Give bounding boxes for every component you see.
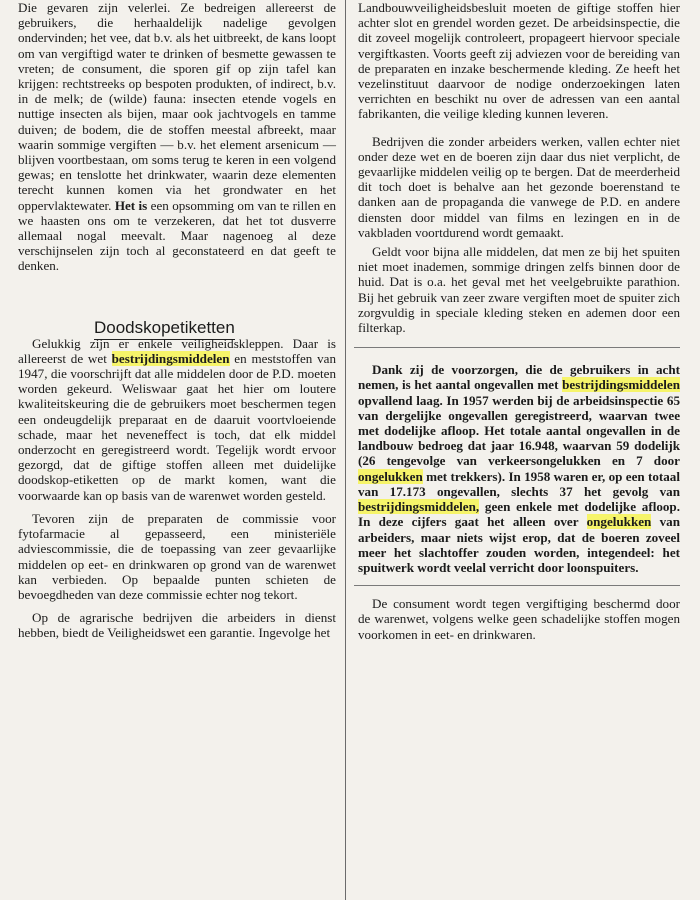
text-run: met trekkers). In 1958 waren er, op een totaal van 17.173 ongevallen, slechts 37 het gevolg van xyxy=(358,468,680,499)
text-run: een opsomming om van te rillen en we haasten ons om te verzekeren, dat het tot dusverre allemaal nogal meevalt. Maar nagenoeg al deze verschijnselen zijn toch al geconstateerd en dat geeft te denken. xyxy=(18,197,336,274)
column-divider xyxy=(345,0,346,900)
paragraph-accidents xyxy=(358,362,680,575)
heading-container xyxy=(18,274,336,337)
text-run: Gelukkig zijn er enkele veiligheidskleppen. Daar is allereerst de wet xyxy=(18,335,336,366)
highlighted-term: bestrijdingsmiddelen xyxy=(111,350,230,366)
left-column xyxy=(18,0,336,900)
paragraph-inspection xyxy=(358,0,680,122)
section-rule-bottom xyxy=(354,585,680,586)
paragraph-safety-law xyxy=(18,610,336,640)
highlighted-term: bestrijdingsmiddelen, xyxy=(358,499,480,515)
text-run: Landbouwveiligheidsbesluit moeten de giftige stoffen hier achter slot en grendel worden gezet. De arbeidsinspectie, die dit zoveel mogelijk controleert, propageert hiervoor speciale vergiftkasten. Voorts geeft zij adviezen voor de bereiding van de preparaten en inzake beschermende kleding. Ze heeft het vezelinstituut daarvoor de nodige onderzoekingen laten verrichten en beschikt nu over de adressen van een aantal fabrikanten, die veilige kleding kunnen leveren. xyxy=(358,0,680,122)
right-column xyxy=(358,0,680,900)
text-run: Die gevaren zijn velerlei. Ze bedreigen allereerst de gebruikers, die herhaaldelijk nadelige gevolgen ondervinden; het vee, dat b.v. als het uitbreekt, de kans loopt om van vergiftigd water te drinken of besmette gewassen te vreten; de consument, die sporen gif op zijn tafel kan krijgen: rechtstreeks op bespoten produkten, of indirect, b.v. in de melk; de (wilde) fauna: insecten etende vogels en nuttige insecten als bijen, maar ook jachtvogels en tamme duiven; de bodem, die de stoffen meestal afbreekt, maar waarin sommige vergiften — b.v. het element arsenicum — blijven voortbestaan, om soms terug te keren in een volgend gewas; en tenslotte het drinkwater, waarin deze elementen terecht kunnen komen via het grondwater en het oppervlaktewater. xyxy=(18,0,336,213)
paragraph-commission xyxy=(18,511,336,602)
text-run: geen enkele met dodelijke afloop. In deze cijfers gaat het alleen over xyxy=(358,499,680,530)
paragraph-consumer xyxy=(358,596,680,642)
section-heading: Doodskopetiketten xyxy=(94,318,235,340)
paragraph-dangers xyxy=(18,0,336,274)
text-run: Op de agrarische bedrijven die arbeiders in dienst hebben, biedt de Veiligheidswet een garantie. Ingevolge het xyxy=(18,610,336,641)
paragraph-inhalation xyxy=(358,244,680,335)
bold-run: Het is xyxy=(114,197,148,213)
section-rule-top xyxy=(354,347,680,348)
paragraph-farms-without-workers xyxy=(358,134,680,240)
text-run: opvallend laag. In 1957 werden bij de arbeidsinspectie 65 van dergelijke ongevallen geregistreerd, waarvan twee met dodelijke afloop. Het totale aantal ongevallen in de landbouw bedroeg dat jaar 16.948, waarvan 59 dodelijk (26 tengevolge van verkeersongelukken en 7 door xyxy=(358,392,680,469)
text-run: Geldt voor bijna alle middelen, dat men ze bij het spuiten niet moet inademen, sommige dringen zelfs binnen door de huid. Dat is o.a. het geval met het veelgebruikte parathion. Bij het gebruik van zeer zware vergiften moet de spuiter zich zorgvuldig in speciale kleding steken en ademen door een filterkap. xyxy=(358,244,680,336)
text-run: en meststoffen van 1947, die voorschrijft dat alle middelen door de P.D. moeten worden gekeurd. Weliswaar gaat het hier om loutere kwaliteitskeuring die de gebruikers moet beschermen tegen een ondeugdelijk preparaat en de daaruit voortvloeiende schade, maar het neveneffect is toch, dat elk middel onderzocht en geregistreerd wordt. Tegelijk wordt ervoor gezorgd, dat de giftige stoffen alleen met duidelijke doodskop-etiketten op de markt komen, want die voorwaarde kan op basis van de warenwet worden gesteld. xyxy=(18,350,337,503)
text-run: De consument wordt tegen vergiftiging beschermd door de warenwet, volgens welke geen schadelijke stoffen mogen voorkomen in eet- en drinkwaren. xyxy=(358,596,680,642)
highlighted-term: ongelukken xyxy=(358,468,423,484)
text-run: Dank zij de voorzorgen, die de gebruikers in acht nemen, is het aantal ongevallen met xyxy=(358,362,680,393)
text-run: van arbeiders, maar niets wijst erop, dat de boeren zoveel meer het slachtoffer zouden worden, integendeel: het spuitwerk wordt veelal verricht door loonspuiters. xyxy=(358,514,680,575)
highlighted-term: ongelukken xyxy=(586,514,652,530)
highlighted-term: bestrijdingsmiddelen xyxy=(562,377,680,393)
text-run: Bedrijven die zonder arbeiders werken, vallen echter niet onder deze wet en de boeren zijn daar dus niet verplicht, de gevaarlijke middelen veilig op te bergen. Dat de meerderheid dit toch doet is behalve aan het gezonde boerenstand te danken aan de propaganda die vanwege de P.D. en andere diensten door middel van films en lezingen en in de vakbladen voortdurend wordt gemaakt. xyxy=(358,133,680,240)
paragraph-safety-valves xyxy=(18,336,336,503)
text-run: Tevoren zijn de preparaten de commissie voor fytofarmacie al gepasseerd, een ministeriële adviescommissie, die de toepassing van zeer gevaarlijke middelen op eet- en drinkwaren op grond van de warenwet kan verbieden. Op bepaalde punten schieten de bevoegdheden van deze commissie echter nog tekort. xyxy=(18,510,336,602)
